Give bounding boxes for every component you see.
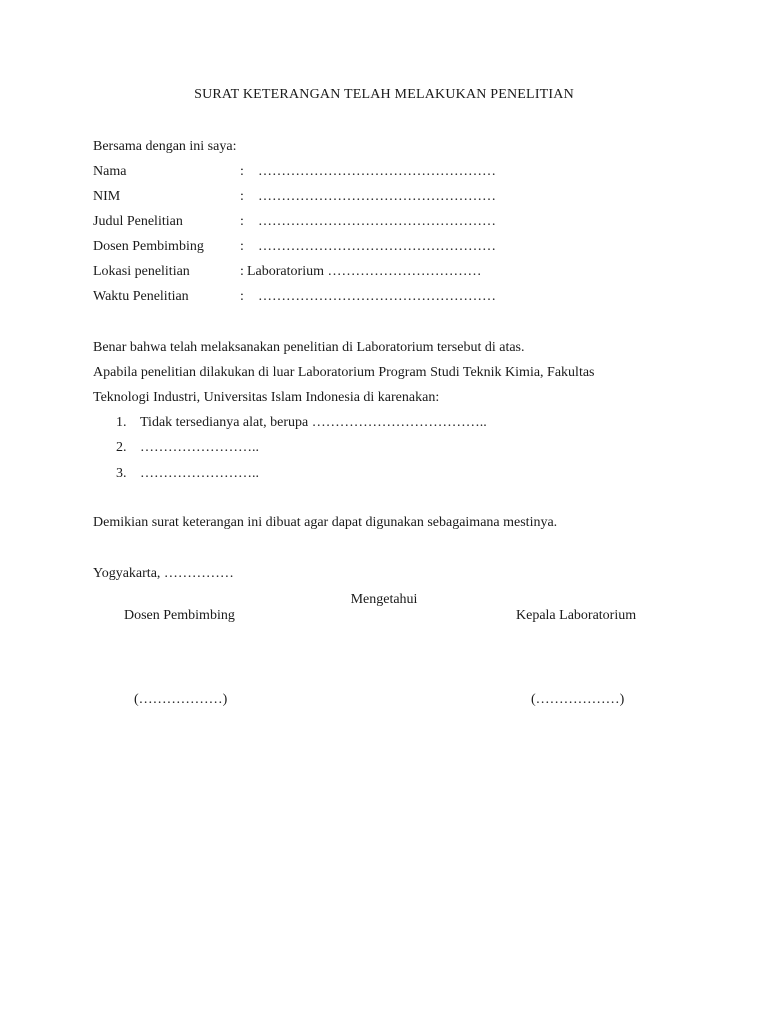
list-item: …………………….. xyxy=(140,466,259,481)
field-colon: : xyxy=(240,189,244,204)
signatory-left-name: (………………) xyxy=(134,692,228,707)
field-colon: : xyxy=(240,264,244,279)
field-value: …………………………………………… xyxy=(258,189,496,204)
field-label: Lokasi penelitian xyxy=(93,264,190,279)
place-date: Yogyakarta, …………… xyxy=(93,566,234,581)
field-value: …………………………………………… xyxy=(258,164,496,179)
field-colon: : xyxy=(240,239,244,254)
condition-line-1: Apabila penelitian dilakukan di luar Laboratorium Program Studi Teknik Kimia, Fakultas xyxy=(93,365,595,380)
field-colon: : xyxy=(240,214,244,229)
field-colon: : xyxy=(240,289,244,304)
field-label: Waktu Penelitian xyxy=(93,289,189,304)
list-item: …………………….. xyxy=(140,440,259,455)
closing-text: Demikian surat keterangan ini dibuat agar dapat digunakan sebagaimana mestinya. xyxy=(93,515,558,530)
document-title: SURAT KETERANGAN TELAH MELAKUKAN PENELITIAN xyxy=(194,87,574,102)
field-label: Judul Penelitian xyxy=(93,214,183,229)
statement-text: Benar bahwa telah melaksanakan penelitian di Laboratorium tersebut di atas. xyxy=(93,340,525,355)
intro-text: Bersama dengan ini saya: xyxy=(93,139,237,154)
acknowledged-label: Mengetahui xyxy=(350,592,418,607)
field-value: …………………………………………… xyxy=(258,289,496,304)
list-item-number: 3. xyxy=(116,466,127,481)
field-label: Dosen Pembimbing xyxy=(93,239,204,254)
field-label: Nama xyxy=(93,164,127,179)
field-colon: : xyxy=(240,164,244,179)
list-item-number: 1. xyxy=(116,415,127,430)
field-value: Laboratorium …………………………… xyxy=(247,264,482,279)
condition-line-2: Teknologi Industri, Universitas Islam Indonesia di karenakan: xyxy=(93,390,440,405)
signatory-left-title: Dosen Pembimbing xyxy=(124,608,235,623)
field-label: NIM xyxy=(93,189,121,204)
list-item-number: 2. xyxy=(116,440,127,455)
signatory-right-title: Kepala Laboratorium xyxy=(516,608,637,623)
field-value: …………………………………………… xyxy=(258,214,496,229)
list-item: Tidak tersedianya alat, berupa ……………………………….. xyxy=(140,415,487,430)
signatory-right-name: (………………) xyxy=(531,692,625,707)
field-value: …………………………………………… xyxy=(258,239,496,254)
